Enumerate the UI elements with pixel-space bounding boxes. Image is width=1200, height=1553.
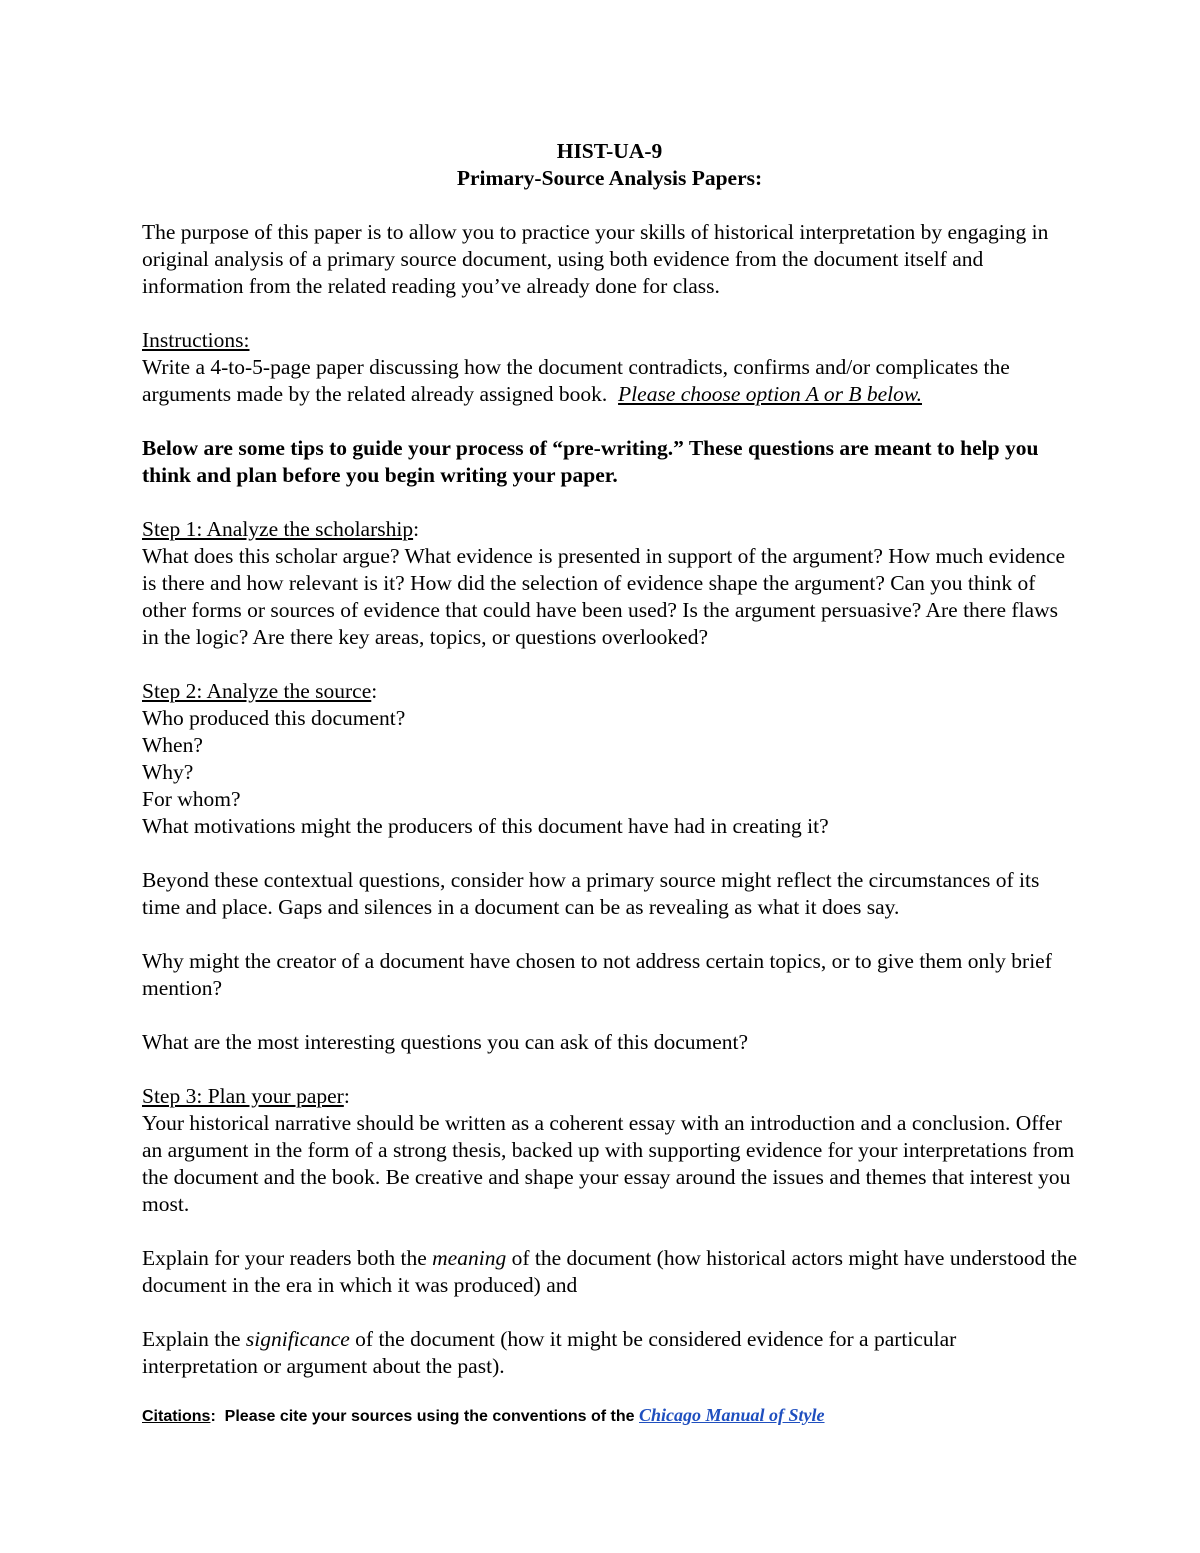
citations-line — [142, 1404, 1077, 1428]
step2-question: For whom? — [142, 787, 241, 811]
instructions-text: Write a 4-to-5-page paper discussing how the document contradicts, confirms and/or complicates the arguments made by the related already assigned book. — [142, 355, 1010, 406]
step3-heading-text: Step 3: Plan your paper — [142, 1084, 344, 1108]
step2-colon: : — [371, 679, 378, 703]
step2-question: When? — [142, 733, 203, 757]
meaning-post: of the document (how historical actors might have understood the document in the era in which it was produced) and — [142, 1246, 1078, 1297]
chicago-manual-link[interactable]: Chicago Manual of Style — [639, 1405, 825, 1425]
step3-colon: : — [343, 1084, 350, 1108]
document-title: Primary-Source Analysis Papers: — [456, 166, 763, 190]
questions-paragraph: What are the most interesting questions you can ask of this document? — [142, 1030, 749, 1054]
step1-colon: : — [413, 517, 420, 541]
topics-paragraph: Why might the creator of a document have chosen to not address certain topics, or to give them only brief mention? — [142, 949, 1052, 1000]
meaning-word: meaning — [432, 1246, 507, 1270]
step1-heading — [142, 516, 1077, 543]
purpose-paragraph: The purpose of this paper is to allow you to practice your skills of historical interpretation by engaging in original analysis of a primary source document, using both evidence from the document itself and information from the related reading you’ve already done for class. — [142, 220, 1049, 298]
step2-heading-text: Step 2: Analyze the source — [142, 679, 372, 703]
step3-heading — [142, 1083, 1077, 1110]
step1-paragraph: What does this scholar argue? What evidence is presented in support of the argument? How much evidence is there and how relevant is it? How did the selection of evidence shape the argument? Can you think of other forms or sources of evidence that could have been used? Is the argument persuasive? Are there flaws in the logic? Are there key areas, topics, or questions overlooked? — [142, 544, 1066, 649]
significance-pre: Explain the — [142, 1327, 246, 1351]
significance-paragraph — [142, 1326, 1077, 1380]
option-link[interactable]: Please choose option A or B below. — [618, 382, 922, 406]
meaning-paragraph — [142, 1245, 1077, 1299]
context-paragraph: Beyond these contextual questions, consider how a primary source might reflect the circumstances of its time and place. Gaps and silences in a document can be as revealing as what it does say. — [142, 868, 1040, 919]
step2-question: Who produced this document? — [142, 706, 406, 730]
step2-heading — [142, 678, 1077, 705]
tips-paragraph: Below are some tips to guide your process of “pre-writing.” These questions are meant to help you think and plan before you begin writing your paper. — [142, 436, 1039, 487]
step1-heading-text: Step 1: Analyze the scholarship — [142, 517, 414, 541]
citations-text: Please cite your sources using the conventions of the — [215, 1408, 639, 1425]
citations-colon: : — [210, 1408, 216, 1425]
meaning-pre: Explain for your readers both the — [142, 1246, 433, 1270]
significance-post: of the document (how it might be considered evidence for a particular interpretation or argument about the past). — [142, 1327, 957, 1378]
course-code: HIST-UA-9 — [556, 139, 663, 163]
step3-paragraph: Your historical narrative should be written as a coherent essay with an introduction and a conclusion. Offer an argument in the form of a strong thesis, backed up with supporting evidence for your interpretations from the document and the book. Be creative and shape your essay around the issues and themes that interest you most. — [142, 1111, 1075, 1216]
step2-question: Why? — [142, 760, 194, 784]
citations-label: Citations — [142, 1408, 211, 1425]
step2-question: What motivations might the producers of this document have had in creating it? — [142, 814, 829, 838]
document-page — [142, 138, 1077, 1428]
significance-word: significance — [245, 1327, 350, 1351]
instructions-heading: Instructions: — [142, 328, 250, 352]
instructions-paragraph — [142, 354, 1077, 408]
